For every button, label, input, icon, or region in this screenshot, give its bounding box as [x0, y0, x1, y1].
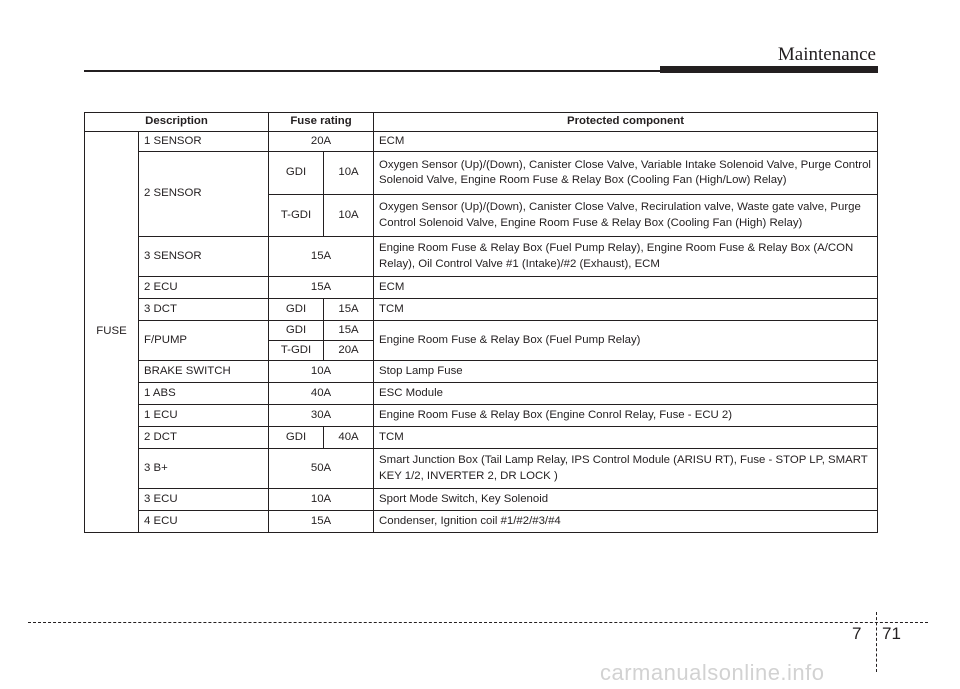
protected-component: Oxygen Sensor (Up)/(Down), Canister Close Valve, Recirulation valve, Waste gate valve, Purge Control Solenoid Valve, Engine Room Fuse & Relay Box (Cooling Fan (High) Relay) — [374, 195, 878, 237]
engine-variant: GDI — [269, 427, 324, 449]
fuse-rating: 10A — [269, 489, 374, 511]
table-row — [85, 511, 878, 533]
engine-variant: T-GDI — [269, 341, 324, 361]
col-header-protected-component: Protected component — [374, 113, 878, 132]
fuse-name: 3 SENSOR — [139, 237, 269, 277]
fuse-rating: 20A — [324, 341, 374, 361]
fuse-name: 1 ECU — [139, 405, 269, 427]
table-row — [85, 237, 878, 277]
header-rule-accent — [660, 66, 878, 73]
table-row — [85, 405, 878, 427]
protected-component: TCM — [374, 427, 878, 449]
engine-variant: GDI — [269, 152, 324, 195]
fuse-rating: 15A — [269, 511, 374, 533]
protected-component: TCM — [374, 299, 878, 321]
footer-divider — [876, 612, 877, 672]
col-header-description: Description — [85, 113, 269, 132]
table-row — [85, 383, 878, 405]
table-row — [85, 321, 878, 341]
fuse-rating: 10A — [324, 195, 374, 237]
fuse-name: 1 ABS — [139, 383, 269, 405]
protected-component: Engine Room Fuse & Relay Box (Fuel Pump Relay), Engine Room Fuse & Relay Box (A/CON Relay), Oil Control Valve #1 (Intake)/#2 (Exhaust), ECM — [374, 237, 878, 277]
fuse-rating: 15A — [324, 299, 374, 321]
table-row — [85, 361, 878, 383]
fuse-rating: 15A — [269, 237, 374, 277]
fuse-rating: 40A — [324, 427, 374, 449]
fuse-rating: 30A — [269, 405, 374, 427]
fuse-rating: 10A — [269, 361, 374, 383]
engine-variant: GDI — [269, 321, 324, 341]
table-header-row — [85, 113, 878, 132]
table-row — [85, 449, 878, 489]
table-row — [85, 277, 878, 299]
chapter-number: 7 — [852, 624, 862, 643]
protected-component: Engine Room Fuse & Relay Box (Engine Conrol Relay, Fuse - ECU 2) — [374, 405, 878, 427]
col-header-fuse-rating: Fuse rating — [269, 113, 374, 132]
fuse-name: 3 ECU — [139, 489, 269, 511]
fuse-name: 2 DCT — [139, 427, 269, 449]
page-header-title: Maintenance — [777, 44, 876, 65]
watermark: carmanualsonline.info — [600, 660, 825, 685]
fuse-rating: 10A — [324, 152, 374, 195]
protected-component: ESC Module — [374, 383, 878, 405]
table-row — [85, 489, 878, 511]
protected-component: Stop Lamp Fuse — [374, 361, 878, 383]
protected-component: Engine Room Fuse & Relay Box (Fuel Pump Relay) — [374, 321, 878, 361]
table-row — [85, 299, 878, 321]
engine-variant: GDI — [269, 299, 324, 321]
engine-variant: T-GDI — [269, 195, 324, 237]
header-rule — [84, 70, 664, 72]
protected-component: ECM — [374, 277, 878, 299]
fuse-rating: 20A — [269, 132, 374, 152]
fuse-table — [84, 112, 878, 533]
fuse-name: 3 DCT — [139, 299, 269, 321]
fuse-name: BRAKE SWITCH — [139, 361, 269, 383]
fuse-name: F/PUMP — [139, 321, 269, 361]
fuse-name: 2 ECU — [139, 277, 269, 299]
fuse-name: 3 B+ — [139, 449, 269, 489]
fuse-rating: 15A — [324, 321, 374, 341]
fuse-rating: 40A — [269, 383, 374, 405]
protected-component: Oxygen Sensor (Up)/(Down), Canister Close Valve, Variable Intake Solenoid Valve, Purge Control Solenoid Valve, Engine Room Fuse & Relay Box (Cooling Fan (High/Low) Relay) — [374, 152, 878, 195]
protected-component: Condenser, Ignition coil #1/#2/#3/#4 — [374, 511, 878, 533]
page-number: 71 — [882, 624, 901, 643]
protected-component: Smart Junction Box (Tail Lamp Relay, IPS Control Module (ARISU RT), Fuse - STOP LP, SMART KEY 1/2, INVERTER 2, DR LOCK ) — [374, 449, 878, 489]
table-row — [85, 427, 878, 449]
fuse-name: 4 ECU — [139, 511, 269, 533]
fuse-name: 1 SENSOR — [139, 132, 269, 152]
fuse-rating: 15A — [269, 277, 374, 299]
category-cell: FUSE — [85, 132, 139, 533]
table-row — [85, 152, 878, 195]
fuse-rating: 50A — [269, 449, 374, 489]
table-row — [85, 132, 878, 152]
protected-component: Sport Mode Switch, Key Solenoid — [374, 489, 878, 511]
footer-rule — [28, 622, 928, 623]
fuse-name: 2 SENSOR — [139, 152, 269, 237]
protected-component: ECM — [374, 132, 878, 152]
